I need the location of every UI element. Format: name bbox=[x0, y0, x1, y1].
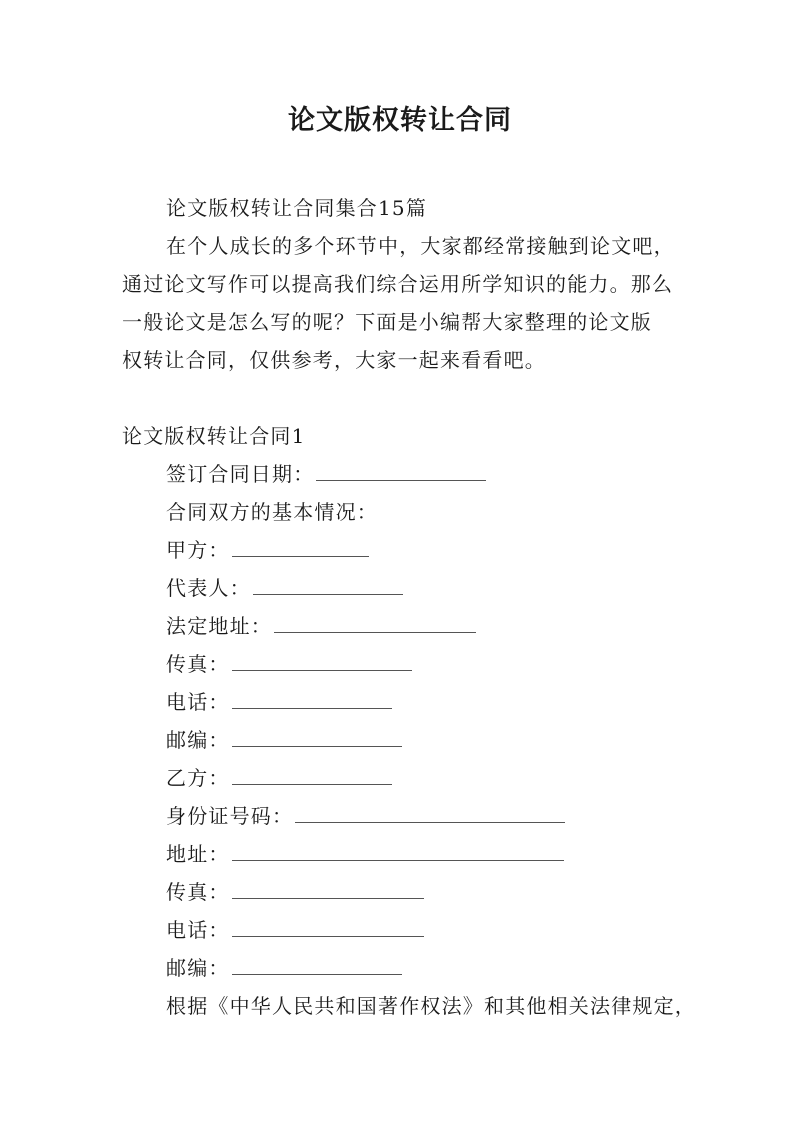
party-b-label: 乙方： bbox=[166, 766, 230, 790]
postcode-a-label: 邮编： bbox=[166, 728, 230, 752]
party-a-row bbox=[166, 534, 369, 563]
postcode-a-row bbox=[166, 724, 402, 753]
phone-a-row bbox=[166, 686, 392, 715]
address-b-blank bbox=[232, 842, 564, 861]
legal-address-label: 法定地址： bbox=[166, 614, 272, 638]
phone-b-row bbox=[166, 914, 424, 943]
address-b-label: 地址： bbox=[166, 842, 230, 866]
representative-blank bbox=[253, 576, 403, 595]
intro-line-4: 权转让合同，仅供参考，大家一起来看看吧。 bbox=[122, 348, 546, 372]
document-subtitle: 论文版权转让合同集合15篇 bbox=[166, 196, 428, 220]
legal-address-row bbox=[166, 610, 476, 639]
legal-address-blank bbox=[274, 614, 476, 633]
party-b-blank bbox=[232, 766, 392, 785]
intro-line-2: 通过论文写作可以提高我们综合运用所学知识的能力。那么 bbox=[122, 272, 674, 296]
id-number-label: 身份证号码： bbox=[166, 804, 294, 828]
fax-a-row bbox=[166, 648, 412, 677]
fax-b-row bbox=[166, 876, 424, 905]
phone-b-blank bbox=[232, 918, 424, 937]
sign-date-blank bbox=[316, 462, 486, 481]
fax-b-blank bbox=[232, 880, 424, 899]
document-title: 论文版权转让合同 bbox=[288, 105, 512, 136]
fax-a-label: 传真： bbox=[166, 652, 230, 676]
representative-label: 代表人： bbox=[166, 576, 251, 600]
fax-a-blank bbox=[232, 652, 412, 671]
representative-row bbox=[166, 572, 403, 601]
postcode-b-label: 邮编： bbox=[166, 956, 230, 980]
id-number-blank bbox=[295, 804, 565, 823]
party-a-blank bbox=[232, 538, 369, 557]
phone-a-blank bbox=[232, 690, 392, 709]
postcode-b-blank bbox=[232, 956, 402, 975]
phone-a-label: 电话： bbox=[166, 690, 230, 714]
intro-line-1: 在个人成长的多个环节中，大家都经常接触到论文吧， bbox=[166, 234, 675, 258]
closing-line: 根据《中华人民共和国著作权法》和其他相关法律规定， bbox=[166, 994, 696, 1018]
section-heading: 论文版权转让合同1 bbox=[122, 424, 306, 448]
fax-b-label: 传真： bbox=[166, 880, 230, 904]
party-a-label: 甲方： bbox=[166, 538, 230, 562]
basic-info-label: 合同双方的基本情况： bbox=[166, 500, 378, 524]
party-b-row bbox=[166, 762, 392, 791]
sign-date-row bbox=[166, 458, 486, 487]
sign-date-label: 签订合同日期： bbox=[166, 462, 315, 486]
intro-line-3: 一般论文是怎么写的呢？下面是小编帮大家整理的论文版 bbox=[122, 310, 652, 334]
address-b-row bbox=[166, 838, 564, 867]
postcode-b-row bbox=[166, 952, 402, 981]
id-number-row bbox=[166, 800, 565, 829]
phone-b-label: 电话： bbox=[166, 918, 230, 942]
postcode-a-blank bbox=[232, 728, 402, 747]
